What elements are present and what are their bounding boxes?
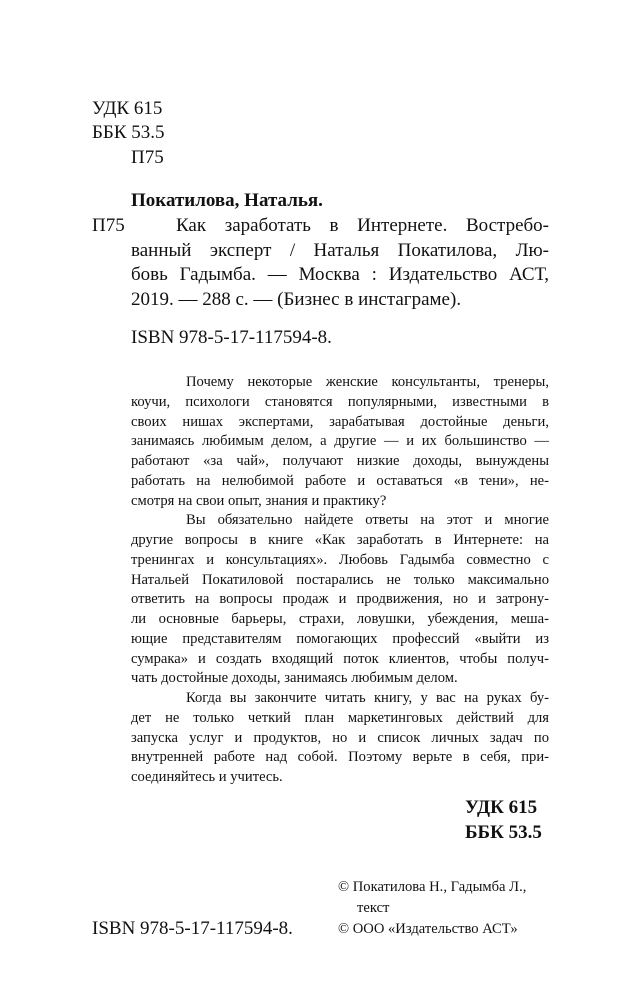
bbk-code-bold: ББК 53.5 [465, 822, 542, 843]
author-heading: Покатилова, Наталья. [131, 190, 323, 211]
biblio-line: ванный эксперт / Наталья Покатилова, Лю- [131, 239, 549, 261]
author-mark: П75 [92, 215, 125, 236]
annotation-line: занимаясь любимым делом, а другие — и их большинство — [131, 433, 549, 450]
annotation-line: дет не только четкий план маркетинговых действий для [131, 709, 549, 726]
annotation-line: работать на нелюбимой работе и оставаться «в тени», не- [131, 472, 549, 489]
annotation-line: ответить на вопросы продаж и продвижения, но и затрону- [131, 591, 549, 608]
annotation-line: Вы обязательно найдете ответы на этот и многие [186, 512, 549, 529]
footer-isbn: ISBN 978-5-17-117594-8. [92, 918, 293, 939]
annotation-line: другие вопросы в книге «Как заработать в Интернете: на [131, 532, 549, 548]
copyright-authors: © Покатилова Н., Гадымба Л., [338, 879, 527, 895]
annotation-line: тренингах и консультациях». Любовь Гадымба совместно с [131, 551, 549, 568]
annotation-line: соединяйтесь и учитесь. [131, 769, 283, 785]
annotation-line: Когда вы закончите читать книгу, у вас на руках бу- [186, 690, 549, 706]
annotation-line: коучи, психологи становятся популярными, известными в [131, 393, 549, 410]
udk-code-bold: УДК 615 [465, 797, 538, 818]
biblio-line: бовь Гадымба. — Москва : Издательство АСТ, [131, 264, 549, 285]
copyright-text-label: текст [357, 900, 390, 916]
annotation-line: внутренней работе над собой. Поэтому верьте в себя, при- [131, 749, 549, 766]
annotation-line: запуска услуг и продуктов, но и список личных задач по [131, 729, 549, 746]
copyright-publisher: © ООО «Издательство АСТ» [338, 921, 518, 937]
udk-code: УДК 615 [92, 98, 163, 119]
author-mark-code: П75 [131, 147, 164, 168]
annotation-line: смотря на свои опыт, знания и практику? [131, 492, 387, 509]
annotation-line: своих нишах экспертами, зарабатывая достойные деньги, [131, 413, 549, 430]
bibliographic-description [131, 214, 549, 314]
annotation-line: Почему некоторые женские консультанты, тренеры, [186, 374, 549, 390]
annotation-line: работают «за чай», получают низкие доходы, вынуждены [131, 453, 549, 469]
bbk-code: ББК 53.5 [92, 122, 165, 143]
biblio-line: 2019. — 288 с. — (Бизнес в инстаграме). [131, 288, 462, 310]
isbn-entry: ISBN 978-5-17-117594-8. [131, 327, 332, 348]
annotation-line: Натальей Покатиловой постарались не только максимально [131, 571, 549, 588]
annotation-line: сумрака» и создать входящий поток клиентов, чтобы получ- [131, 650, 549, 667]
annotation-line: чать достойные доходы, занимаясь любимым делом. [131, 670, 458, 687]
biblio-line: Как заработать в Интернете. Востребо- [176, 215, 549, 236]
annotation-line: ющие представителям помогающих профессий «выйти из [131, 630, 549, 647]
annotation [131, 373, 549, 788]
annotation-line: ли основные барьеры, страхи, ловушки, убеждения, меша- [131, 611, 549, 627]
